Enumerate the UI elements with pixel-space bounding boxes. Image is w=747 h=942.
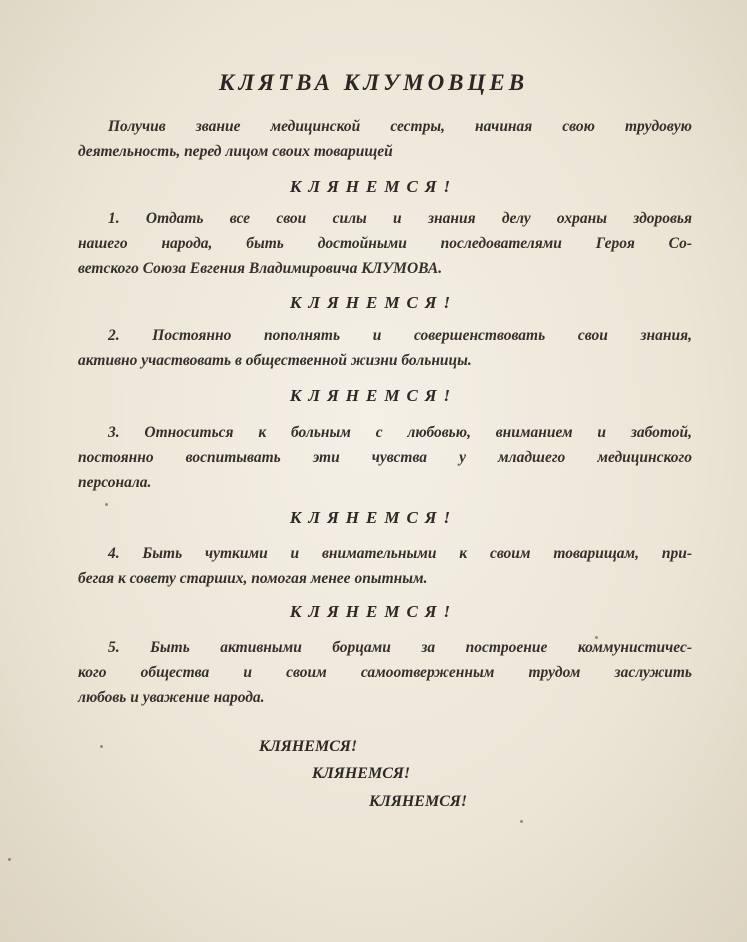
point-line: активно участвовать в общественной жизни больницы. <box>78 352 472 369</box>
point-line: нашего народа, быть достойными последователями Героя Со- <box>78 235 692 252</box>
point-5 <box>78 635 692 710</box>
final-oath: КЛЯНЕМСЯ! <box>312 765 411 782</box>
point-4 <box>78 541 692 591</box>
point-1 <box>78 206 692 281</box>
point-line: 2. Постоянно пополнять и совершенствовать свои знания, <box>108 327 692 344</box>
intro-line: Получив звание медицинской сестры, начиная свою трудовую <box>108 118 692 135</box>
intro-line: деятельность, перед лицом своих товарищей <box>78 143 393 160</box>
intro-paragraph <box>78 114 692 164</box>
point-line: 4. Быть чуткими и внимательными к своим товарищам, при- <box>108 545 692 562</box>
point-line: 3. Относиться к больным с любовью, вниманием и заботой, <box>108 424 692 441</box>
point-line: постоянно воспитывать эти чувства у младшего медицинского <box>78 449 692 466</box>
point-line: 5. Быть активными борцами за построение коммунистичес- <box>108 639 692 656</box>
final-oath: КЛЯНЕМСЯ! <box>259 738 358 755</box>
point-line: любовь и уважение народа. <box>78 689 265 706</box>
final-oath: КЛЯНЕМСЯ! <box>369 793 468 810</box>
paper-speck <box>100 745 103 748</box>
paper-speck <box>520 820 523 823</box>
point-2 <box>78 323 692 373</box>
point-line: 1. Отдать все свои силы и знания делу охраны здоровья <box>108 210 692 227</box>
paper-speck <box>105 503 108 506</box>
point-line: кого общества и своим самоотверженным трудом заслужить <box>78 664 692 681</box>
point-line: ветского Союза Евгения Владимировича КЛУМОВА. <box>78 260 443 277</box>
oath-heading: КЛЯНЕМСЯ! <box>289 177 458 196</box>
paper-speck <box>8 858 11 861</box>
point-line: бегая к совету старших, помогая менее опытным. <box>78 570 428 587</box>
paper-speck <box>595 636 598 639</box>
point-3 <box>78 420 692 495</box>
oath-heading: КЛЯНЕМСЯ! <box>289 293 458 312</box>
oath-heading: КЛЯНЕМСЯ! <box>289 386 458 405</box>
document-title: КЛЯТВА КЛУМОВЦЕВ <box>218 70 529 95</box>
oath-heading: КЛЯНЕМСЯ! <box>289 602 458 621</box>
oath-heading: КЛЯНЕМСЯ! <box>289 508 458 527</box>
point-line: персонала. <box>78 474 152 491</box>
